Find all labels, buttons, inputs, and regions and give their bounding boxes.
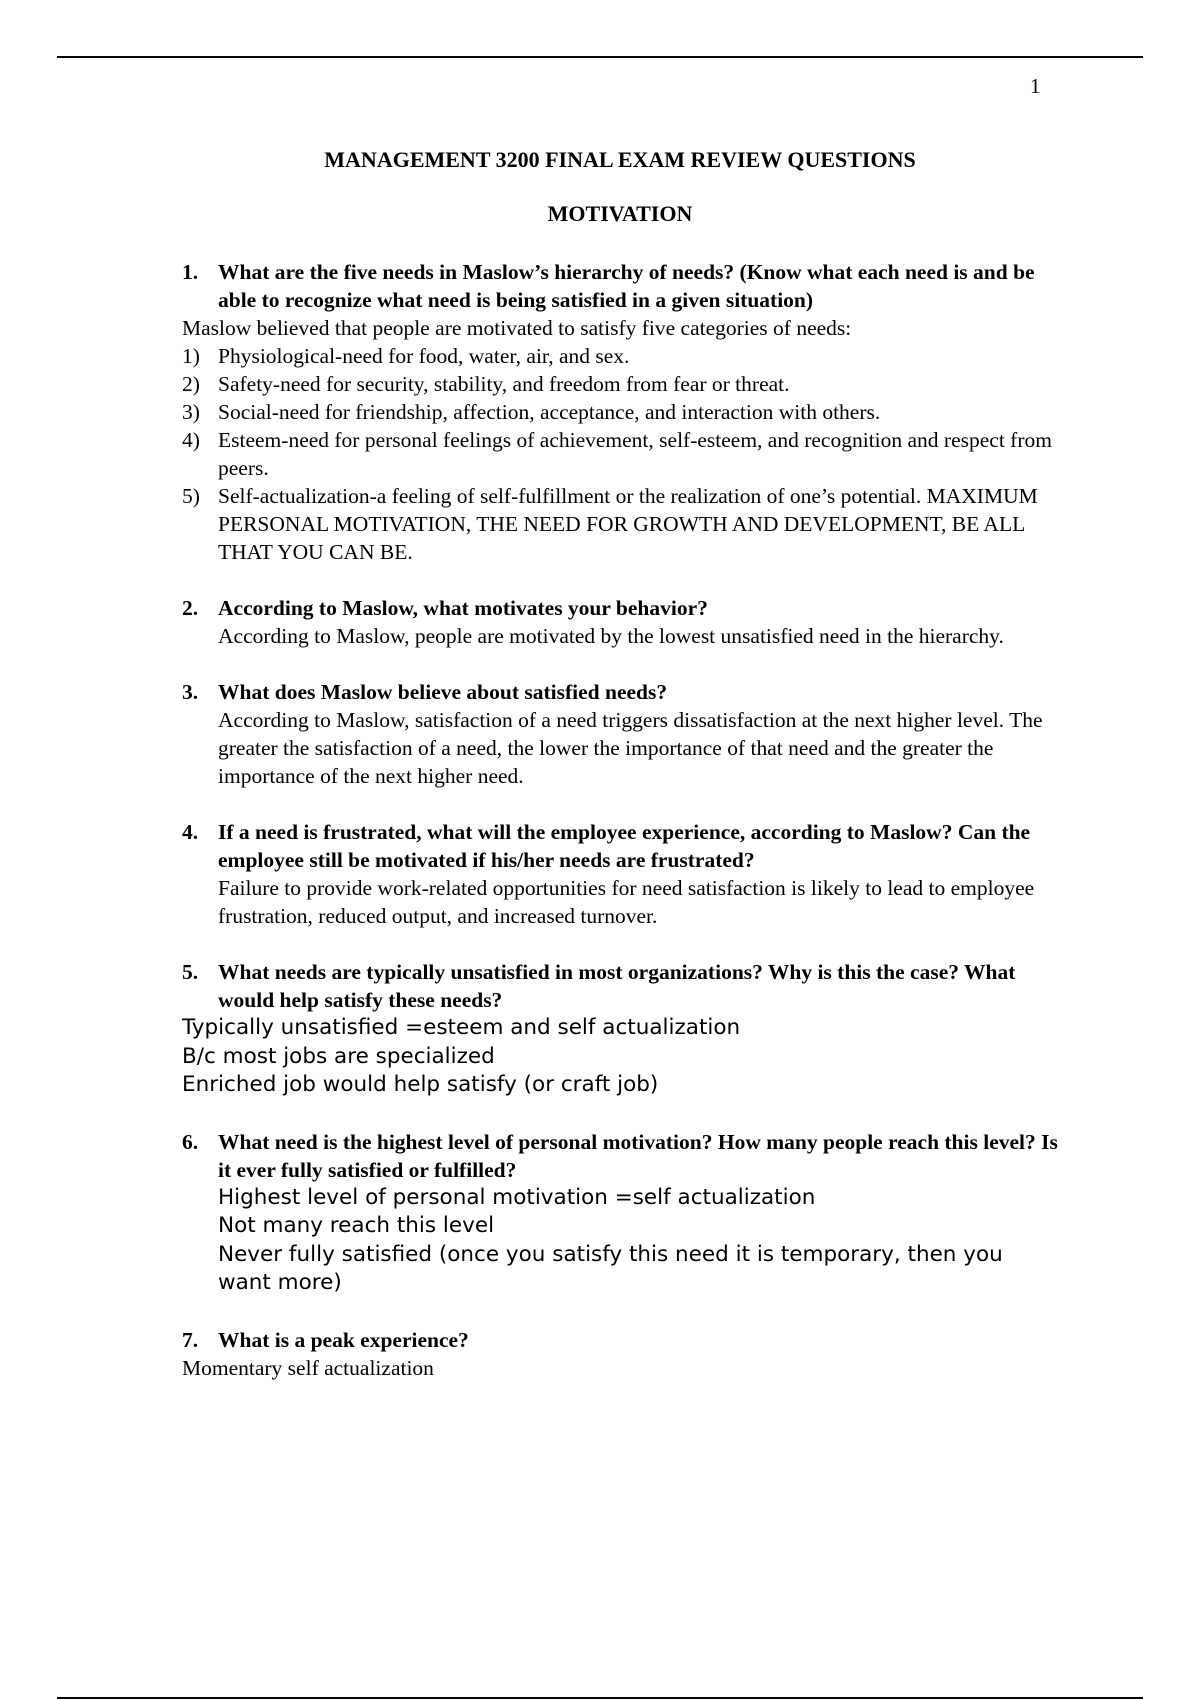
list-item <box>182 426 1062 482</box>
question-7 <box>182 1326 1062 1354</box>
list-text: Social-need for friendship, affection, acceptance, and interaction with others. <box>218 400 881 424</box>
question-number: 6. <box>182 1129 199 1154</box>
answer-line: Highest level of personal motivation =self actualization <box>218 1184 816 1210</box>
question-number: 1. <box>182 260 199 284</box>
question-4 <box>182 818 1062 874</box>
list-item <box>182 342 1062 370</box>
list-number: 2) <box>182 372 200 396</box>
list-number: 3) <box>182 400 200 424</box>
question-text: What needs are typically unsatisfied in most organizations? Why is this the case? What would help satisfy these needs? <box>218 960 1016 1012</box>
answer-line: Not many reach this level <box>218 1213 495 1238</box>
question-text: If a need is frustrated, what will the employee experience, according to Maslow? Can the employee still be motivated if his/her needs are frustrated? <box>218 820 1031 872</box>
question-number: 3. <box>182 680 199 704</box>
page-number: 1 <box>1030 74 1041 98</box>
section-heading: MOTIVATION <box>547 201 693 226</box>
question-text: What are the five needs in Maslow’s hierarchy of needs? (Know what each need is and be able to recognize what need is being satisfied in a given situation) <box>218 260 1035 312</box>
question-1 <box>182 258 1062 314</box>
question-text: What is a peak experience? <box>218 1327 469 1352</box>
question-text: What does Maslow believe about satisfied needs? <box>218 680 668 704</box>
list-item <box>182 370 1062 398</box>
question-number: 5. <box>182 960 199 984</box>
list-number: 5) <box>182 484 200 508</box>
question-number: 4. <box>182 820 199 844</box>
bottom-rule <box>57 1697 1143 1699</box>
question-5 <box>182 958 1062 1014</box>
list-number: 4) <box>182 428 200 452</box>
question-number: 7. <box>182 1327 199 1352</box>
list-number: 1) <box>182 344 200 368</box>
question-6 <box>182 1128 1062 1184</box>
answer-line: Typically unsatisfied =esteem and self actualization <box>182 1015 741 1040</box>
document-body <box>182 258 1062 1382</box>
question-text: What need is the highest level of personal motivation? How many people reach this level? Is it ever fully satisfied or fulfilled? <box>218 1129 1058 1182</box>
answer-line: B/c most jobs are specialized <box>182 1043 495 1069</box>
list-text: Safety-need for security, stability, and freedom from fear or threat. <box>218 372 790 396</box>
answer-text: According to Maslow, satisfaction of a need triggers dissatisfaction at the next higher level. The greater the satisfaction of a need, the lower the importance of that need and the greater the importance of the next higher need. <box>218 708 1043 788</box>
list-text: Self-actualization-a feeling of self-fulfillment or the realization of one’s potential. MAXIMUM PERSONAL MOTIVATION, THE NEED FOR GROWTH AND DEVELOPMENT, BE ALL THAT YOU CAN BE. <box>218 484 1038 564</box>
answer-intro: Maslow believed that people are motivated to satisfy five categories of needs: <box>182 316 852 340</box>
top-rule <box>57 56 1143 58</box>
answer-text: Momentary self actualization <box>182 1355 434 1380</box>
list-item <box>182 398 1062 426</box>
answer-line: Enriched job would help satisfy (or craft job) <box>182 1072 659 1097</box>
answer-text: According to Maslow, people are motivated by the lowest unsatisfied need in the hierarchy. <box>218 624 1004 648</box>
question-3 <box>182 678 1062 706</box>
list-item <box>182 482 1062 566</box>
question-number: 2. <box>182 596 199 620</box>
list-text: Esteem-need for personal feelings of achievement, self-esteem, and recognition and respect from peers. <box>218 428 1052 480</box>
question-2 <box>182 594 1062 622</box>
question-text: According to Maslow, what motivates your behavior? <box>218 596 708 620</box>
list-text: Physiological-need for food, water, air, and sex. <box>218 344 630 368</box>
document-title: MANAGEMENT 3200 FINAL EXAM REVIEW QUESTIONS <box>324 147 916 172</box>
answer-line: Never fully satisfied (once you satisfy this need it is temporary, then you want more) <box>218 1241 1003 1295</box>
answer-text: Failure to provide work-related opportunities for need satisfaction is likely to lead to employee frustration, reduced output, and increased turnover. <box>218 876 1035 928</box>
